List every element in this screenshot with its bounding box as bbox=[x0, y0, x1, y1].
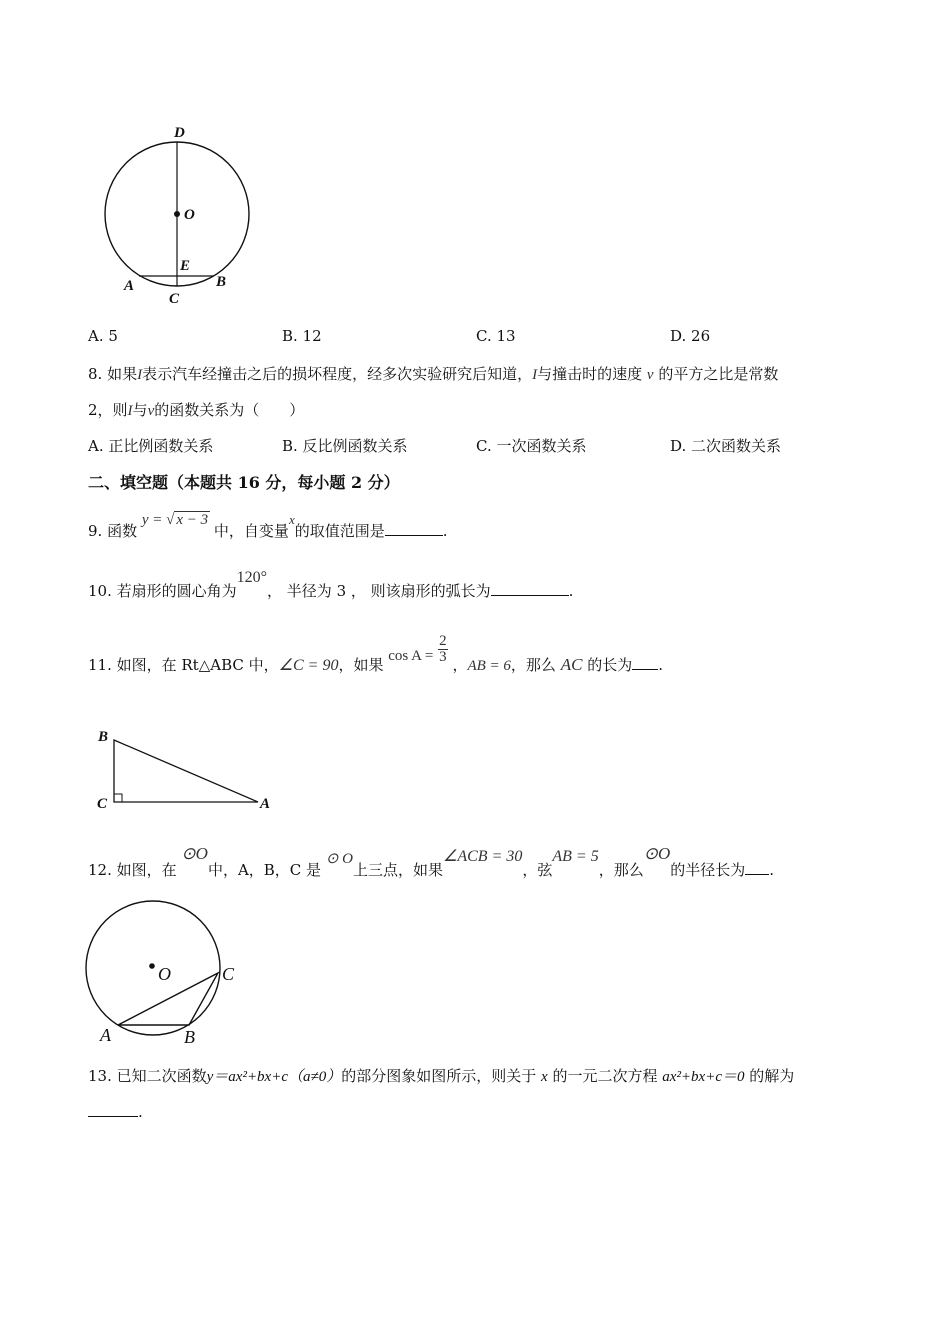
q13-end: 的解为 bbox=[749, 1067, 795, 1085]
q8-var-i-2: I bbox=[532, 367, 538, 383]
q8-text1: 表示汽车经撞击之后的损坏程度，经多次实验研究后知道， bbox=[142, 365, 533, 383]
q13-line1 bbox=[88, 1065, 794, 1086]
q8-prefix: 8. 如果 bbox=[88, 365, 138, 383]
q9-var: x bbox=[288, 512, 295, 527]
figure-q11-triangle bbox=[90, 722, 290, 822]
q11-frac-num: 2 bbox=[439, 633, 447, 649]
section-2-title: 二、填空题（本题共 16 分，每小题 2 分） bbox=[88, 473, 400, 492]
q11-frac-den: 3 bbox=[439, 649, 447, 665]
q11-fraction bbox=[438, 634, 448, 665]
q11-angle-c: ∠C = 90 bbox=[278, 656, 339, 674]
q13-mid2: 的一元二次方程 bbox=[552, 1067, 658, 1085]
q10-prefix: 10. 若扇形的圆心角为 bbox=[88, 582, 237, 600]
q7-option-a: A. 5 bbox=[88, 327, 118, 345]
q10-angle: 120° bbox=[236, 569, 268, 586]
q11-end: 的长为 bbox=[587, 655, 633, 674]
figure-q12-circle bbox=[78, 888, 258, 1048]
fig7-label-e: E bbox=[180, 258, 191, 274]
q9-formula bbox=[142, 512, 214, 528]
q9-mid: 中，自变量 bbox=[213, 522, 289, 540]
q8-option-c: C. 一次函数关系 bbox=[476, 437, 587, 455]
q10-mid: ， 半径为 3 ， 则该扇形的弧长为 bbox=[267, 582, 491, 600]
fig7-label-o: O bbox=[184, 207, 195, 223]
q8-line2 bbox=[88, 399, 304, 420]
q8-option-b: B. 反比例函数关系 bbox=[282, 437, 408, 455]
q10-answer-blank[interactable] bbox=[491, 581, 569, 596]
q11-prefix: 11. 如图，在 Rt△ABC 中， bbox=[88, 655, 279, 674]
q8-var-i: I bbox=[137, 367, 143, 383]
fig12-label-c: C bbox=[222, 964, 235, 984]
q12-circle-o3: ⊙O bbox=[643, 844, 671, 863]
fig12-label-o: O bbox=[158, 964, 171, 984]
q11-period: . bbox=[658, 655, 664, 674]
q7-option-c: C. 13 bbox=[476, 327, 516, 345]
q8-text2: 与撞击时的速度 bbox=[537, 365, 643, 383]
q8-var-i-3: I bbox=[127, 403, 133, 419]
q11: 11. 如图，在 Rt△ABC 中，∠C = 90，如果 cos A = $\frac{2}{3}$ ，AB = 6，那么 AC 的长为 . bbox=[88, 633, 664, 674]
q10 bbox=[88, 566, 573, 598]
q13-formula: y＝ax²+bx+c（a≠0） bbox=[206, 1069, 342, 1085]
fig12-label-b: B bbox=[184, 1027, 195, 1047]
q7-option-b: B. 12 bbox=[282, 327, 322, 345]
q9-period: . bbox=[442, 522, 448, 540]
q13-prefix: 13. 已知二次函数 bbox=[88, 1067, 207, 1085]
q13-answer-blank[interactable] bbox=[88, 1102, 138, 1117]
q9-prefix: 9. 函数 bbox=[88, 522, 138, 540]
fig11-label-a: A bbox=[260, 796, 271, 812]
q8-var-v: v bbox=[646, 367, 654, 383]
q8-line2-prefix: 2，则 bbox=[88, 401, 128, 419]
q12-mid2: 上三点，如果 bbox=[352, 861, 443, 879]
q12-answer-blank[interactable] bbox=[745, 860, 769, 875]
q8-option-a: A. 正比例函数关系 bbox=[88, 437, 214, 455]
q13-mid: 的部分图象如图所示，则关于 bbox=[341, 1067, 537, 1085]
figure-q7-circle bbox=[90, 120, 270, 310]
q12-mid4: ，那么 bbox=[598, 861, 644, 879]
q8-text3: 的平方之比是常数 bbox=[658, 365, 779, 383]
q13-period: . bbox=[138, 1103, 143, 1121]
q11-ac: AC bbox=[560, 654, 583, 674]
q12-mid1: 中，A，B，C 是 bbox=[207, 861, 322, 879]
q12-prefix: 12. 如图，在 bbox=[88, 861, 177, 879]
q11-ab: AB = 6 bbox=[467, 657, 511, 674]
q8-var-v-2: v bbox=[147, 403, 155, 419]
fig11-label-b: B bbox=[98, 729, 109, 745]
q8-line2-end: 的函数关系为（ ） bbox=[154, 401, 305, 419]
q11-cos bbox=[388, 633, 452, 665]
sqrt-symbol-icon: √ bbox=[166, 512, 175, 528]
q13-equation: ax²+bx+c＝0 bbox=[662, 1069, 745, 1085]
fig7-label-c: C bbox=[169, 291, 180, 307]
q9-end: 的取值范围是 bbox=[294, 522, 385, 540]
q12-angle: ∠ACB = 30 bbox=[443, 848, 523, 865]
q12-mid3: ，弦 bbox=[522, 861, 553, 879]
q9 bbox=[88, 510, 448, 540]
q12-ab: AB = 5 bbox=[552, 848, 599, 865]
q7-option-d: D. 26 bbox=[670, 327, 711, 345]
fig12-label-a: A bbox=[100, 1025, 111, 1045]
q11-answer-blank[interactable] bbox=[632, 655, 658, 670]
q10-period: . bbox=[568, 582, 574, 600]
fig11-label-c: C bbox=[97, 796, 108, 812]
fig7-label-d: D bbox=[174, 125, 185, 141]
q9-formula-radicand: x − 3 bbox=[176, 512, 209, 528]
q11-mid: ，如果 bbox=[338, 655, 384, 674]
q13-var: x bbox=[541, 1069, 548, 1085]
q12-end: 的半径长为 bbox=[670, 861, 746, 879]
q8-line1 bbox=[88, 363, 778, 384]
fig7-label-a: A bbox=[124, 278, 135, 294]
q12 bbox=[88, 845, 774, 881]
q11-cos-lhs: cos A = bbox=[388, 647, 434, 664]
q8-option-d: D. 二次函数关系 bbox=[670, 437, 782, 455]
fig7-label-b: B bbox=[216, 274, 227, 290]
q12-circle-o: ⊙O bbox=[181, 844, 208, 863]
q12-circle-o2: ⊙ O bbox=[325, 851, 353, 867]
q12-period: . bbox=[769, 861, 775, 879]
q9-formula-lhs: y = bbox=[141, 512, 163, 528]
q9-answer-blank[interactable] bbox=[385, 521, 443, 536]
q13-line2 bbox=[88, 1102, 143, 1121]
q11-mid2: ，那么 bbox=[510, 655, 556, 674]
q8-line2-mid: 与 bbox=[132, 401, 148, 419]
